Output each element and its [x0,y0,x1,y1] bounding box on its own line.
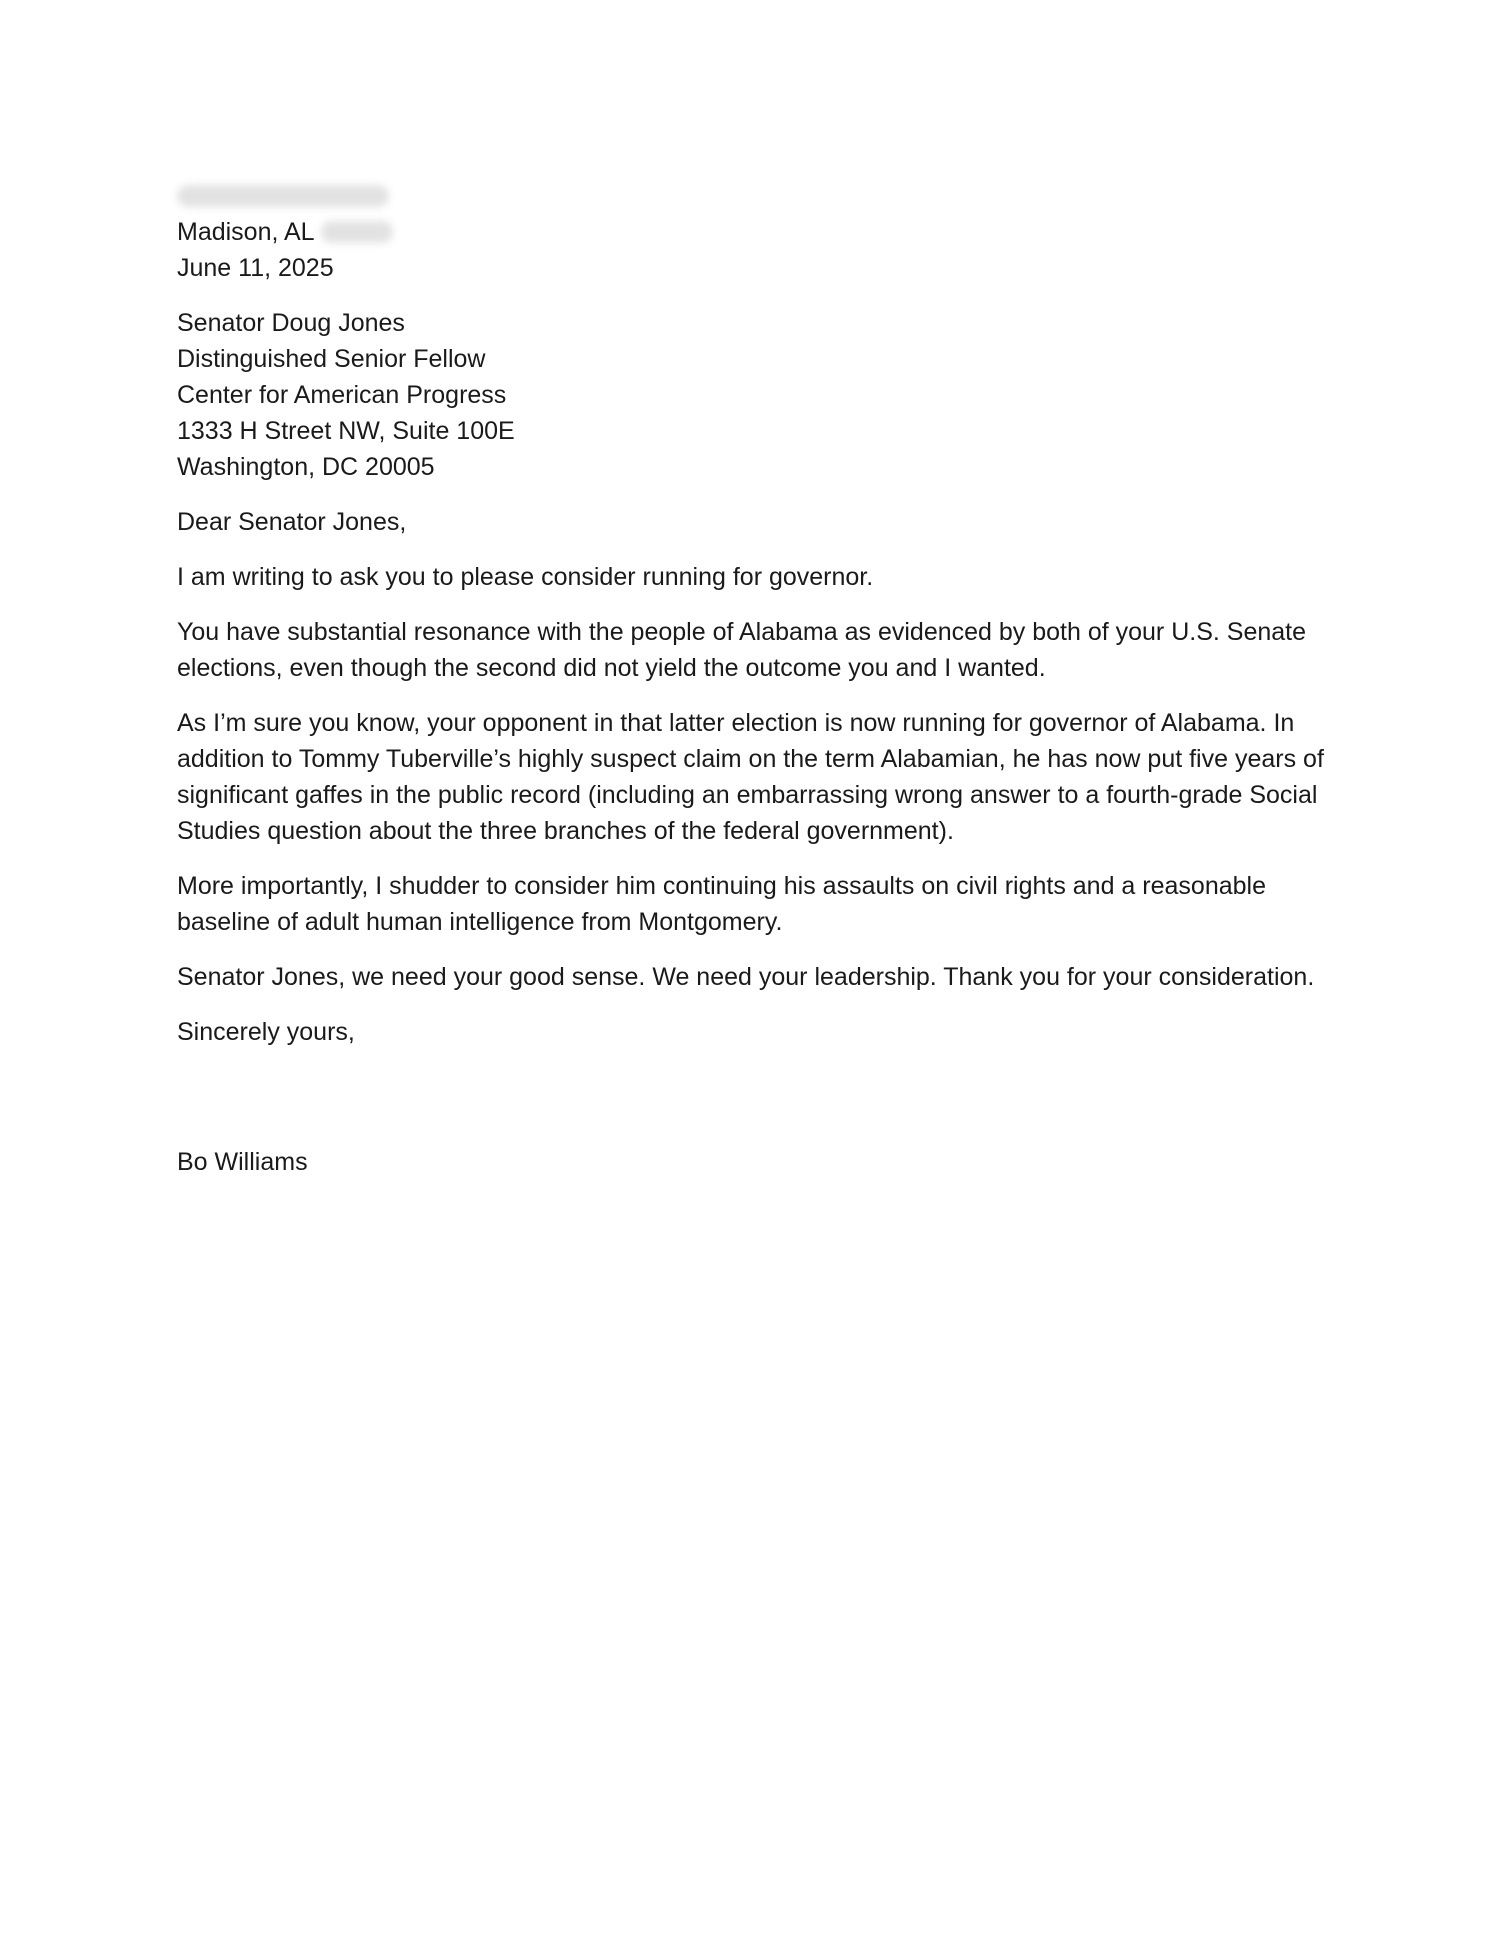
sender-city-line [177,214,1327,250]
redacted-zip-code [321,221,393,243]
signature-space [177,1069,1327,1144]
letter-page [177,178,1327,1199]
closing: Sincerely yours, [177,1018,355,1046]
sender-street-line [177,178,1327,214]
sender-address [177,178,1327,286]
recipient-address [177,305,1327,485]
recipient-city: Washington, DC 20005 [177,453,435,481]
redacted-street-address [177,185,389,207]
body-paragraph-2: You have substantial resonance with the people of Alabama as evidenced by both of your U.S. Senate elections, even though the second did not yield the outcome you and I wanted. [177,618,1307,682]
body-paragraph-5: Senator Jones, we need your good sense. We need your leadership. Thank you for your consideration. [177,963,1315,991]
letter-date: June 11, 2025 [177,254,334,282]
sender-city-state: Madison, AL [177,218,315,246]
signature-name: Bo Williams [177,1148,308,1176]
body-paragraph-1: I am writing to ask you to please consider running for governor. [177,563,874,591]
recipient-title: Distinguished Senior Fellow [177,345,486,373]
body-paragraph-4: More importantly, I shudder to consider him continuing his assaults on civil rights and a reasonable baseline of adult human intelligence from Montgomery. [177,872,1266,936]
salutation: Dear Senator Jones, [177,508,407,536]
recipient-name: Senator Doug Jones [177,309,405,337]
recipient-organization: Center for American Progress [177,381,507,409]
body-paragraph-3: As I’m sure you know, your opponent in that latter election is now running for governor of Alabama. In addition to Tommy Tuberville’s highly suspect claim on the term Alabamian, he has now put five years of significant gaffes in the public record (including an embarrassing wrong answer to a fourth-grade Social Studies question about the three branches of the federal government). [177,709,1324,845]
recipient-street: 1333 H Street NW, Suite 100E [177,417,515,445]
